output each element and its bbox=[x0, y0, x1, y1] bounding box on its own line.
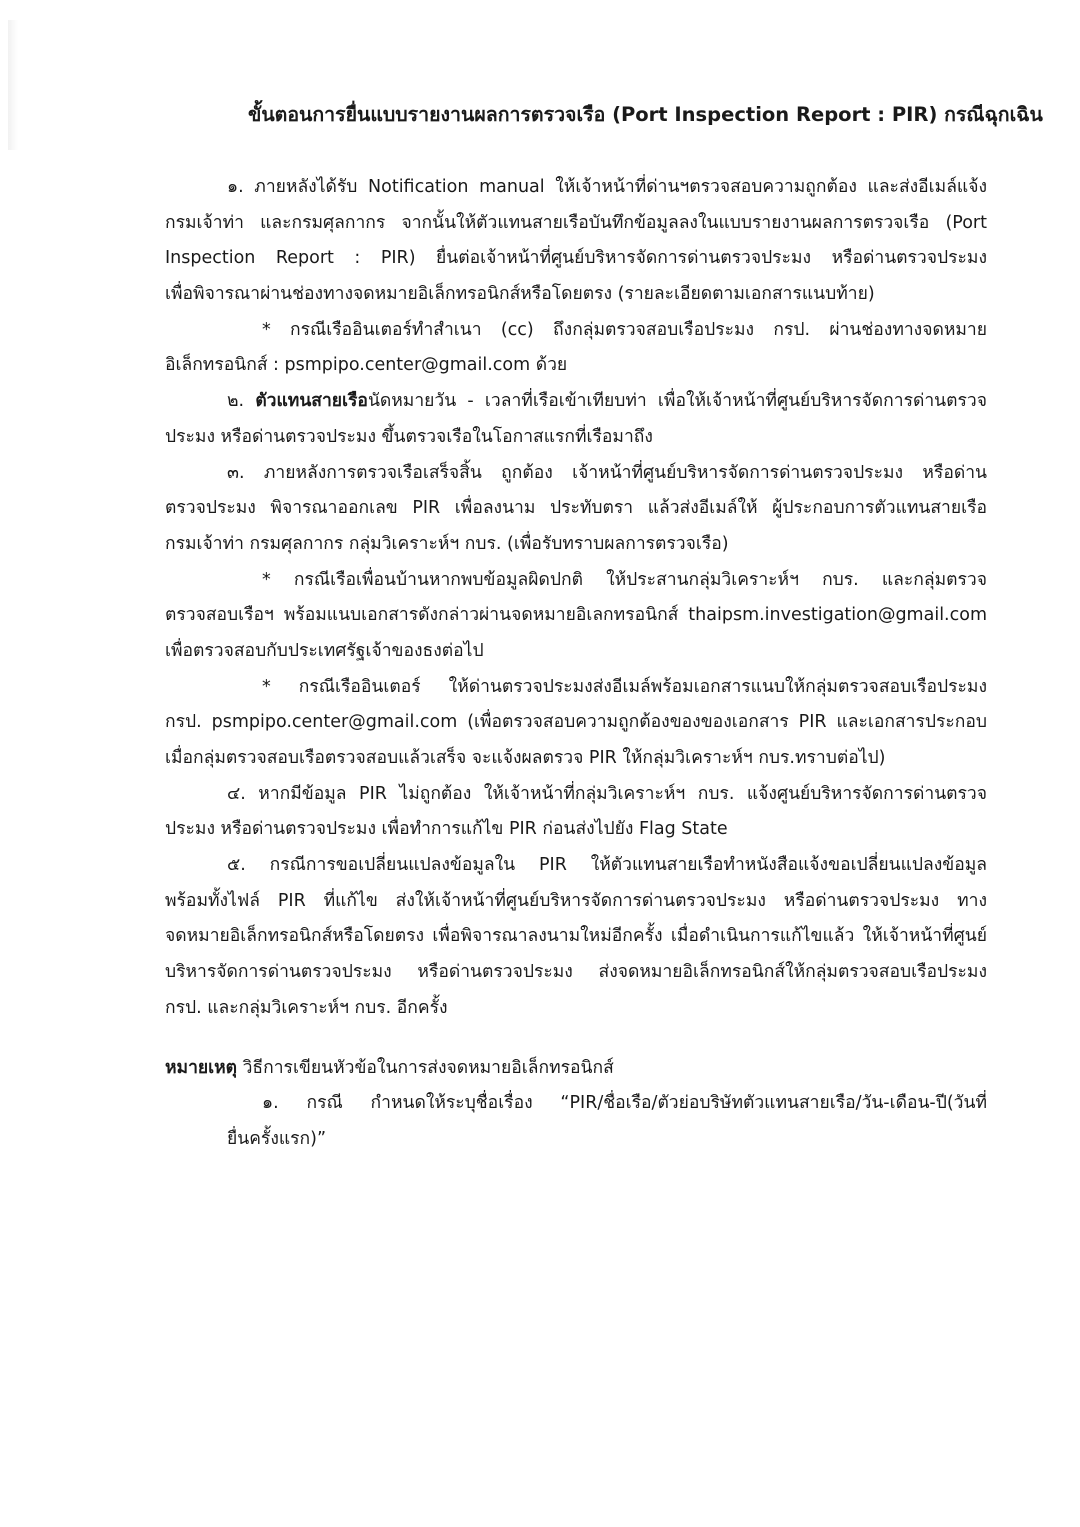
text-line: เมื่อกลุ่มตรวจสอบเรือตรวจสอบแล้วเสร็จ จะแจ้งผลตรวจ PIR ให้กลุ่มวิเคราะห์ฯ กบร.ทราบต่อไป) bbox=[165, 748, 886, 768]
text-line: ประมง หรือด่านตรวจประมง เพื่อทำการแก้ไข PIR ก่อนส่งไปยัง Flag State bbox=[165, 819, 728, 840]
paragraph-step-3-note-2 bbox=[165, 670, 987, 777]
text-line: พร้อมทั้งไฟล์ PIR ที่แก้ไข ส่งให้เจ้าหน้าที่ศูนย์บริหารจัดการด่านตรวจประมง หรือด่านตรวจประมง ทาง bbox=[165, 890, 987, 911]
paragraph-step-2 bbox=[165, 384, 987, 455]
text-line: ๔. หากมีข้อมูล PIR ไม่ถูกต้อง ให้เจ้าหน้าที่กลุ่มวิเคราะห์ฯ กบร. แจ้งศูนย์บริหารจัดการด่านตรวจ bbox=[227, 783, 987, 804]
note-section bbox=[165, 1051, 987, 1158]
text-line: Inspection Report : PIR) ยื่นต่อเจ้าหน้าที่ศูนย์บริหารจัดการด่านตรวจประมง หรือด่านตรวจประมง bbox=[165, 248, 987, 269]
note-text: วิธีการเขียนหัวข้อในการส่งจดหมายอิเล็กทรอนิกส์ bbox=[237, 1057, 614, 1078]
step-number: ๒. bbox=[227, 391, 256, 412]
text-line bbox=[165, 384, 987, 420]
paragraph-step-5 bbox=[165, 848, 987, 1026]
text-line: บริหารจัดการด่านตรวจประมง หรือด่านตรวจประมง ส่งจดหมายอิเล็กทรอนิกส์ให้กลุ่มตรวจสอบเรือประมง bbox=[165, 962, 987, 983]
scan-edge-mark bbox=[8, 20, 18, 150]
bold-term: ตัวแทนสายเรือ bbox=[255, 391, 368, 412]
paragraph-step-3-note-1 bbox=[165, 563, 987, 670]
text-line: ๕. กรณีการขอเปลี่ยนแปลงข้อมูลใน PIR ให้ตัวแทนสายเรือทำหนังสือแจ้งขอเปลี่ยนแปลงข้อมูล bbox=[227, 855, 987, 876]
text-line: เพื่อตรวจสอบกับประเทศรัฐเจ้าของธงต่อไป bbox=[165, 640, 484, 661]
document-title: ขั้นตอนการยื่นแบบรายงานผลการตรวจเรือ (Port Inspection Report : PIR) กรณีฉุกเฉิน bbox=[248, 103, 1043, 126]
note-heading bbox=[165, 1051, 987, 1087]
document-body bbox=[165, 170, 987, 1158]
paragraph-step-1-note bbox=[165, 313, 987, 384]
note-label: หมายเหตุ bbox=[165, 1057, 238, 1078]
paragraph-step-1 bbox=[165, 170, 987, 313]
text-line: * กรณีเรืออินเตอร์ทำสำเนา (cc) ถึงกลุ่มตรวจสอบเรือประมง กรป. ผ่านช่องทางจดหมาย bbox=[262, 319, 987, 340]
text-line: กรมเจ้าท่า และกรมศุลกากร จากนั้นให้ตัวแทนสายเรือบันทึกข้อมูลลงในแบบรายงานผลการตรวจเรือ (Port bbox=[165, 212, 987, 233]
text-line: * กรณีเรือเพื่อนบ้านหากพบข้อมูลผิดปกติ ให้ประสานกลุ่มวิเคราะห์ฯ กบร. และกลุ่มตรวจ bbox=[262, 569, 987, 590]
text-line: กรป. psmpipo.center@gmail.com (เพื่อตรวจสอบความถูกต้องของของเอกสาร PIR และเอกสารประกอบ bbox=[165, 712, 987, 733]
section-spacer bbox=[165, 1027, 987, 1051]
paragraph-step-4 bbox=[165, 777, 987, 848]
text-line: ๑. ภายหลังได้รับ Notification manual ให้เจ้าหน้าที่ด่านฯตรวจสอบความถูกต้อง และส่งอีเมล์แจ้ง bbox=[227, 177, 987, 197]
text-line: ตรวจสอบเรือฯ พร้อมแนบเอกสารดังกล่าวผ่านจดหมายอิเลกทรอนิกส์ thaipsm.investigation@gmail.com bbox=[165, 605, 987, 626]
text-segment: นัดหมายวัน - เวลาที่เรือเข้าเทียบท่า เพื่อให้เจ้าหน้าที่ศูนย์บริหารจัดการด่านตรวจ bbox=[367, 391, 987, 412]
text-line: กรมเจ้าท่า กรมศุลกากร กลุ่มวิเคราะห์ฯ กบร. (เพื่อรับทราบผลการตรวจเรือ) bbox=[165, 533, 729, 554]
note-item-line: ๑. กรณี กำหนดให้ระบุชื่อเรื่อง “PIR/ชื่อเรือ/ตัวย่อบริษัทตัวแทนสายเรือ/วัน-เดือน-ปี(วันที่ bbox=[262, 1093, 987, 1114]
text-line: ๓. ภายหลังการตรวจเรือเสร็จสิ้น ถูกต้อง เจ้าหน้าที่ศูนย์บริหารจัดการด่านตรวจประมง หรือด่าน bbox=[227, 462, 987, 483]
text-line: จดหมายอิเล็กทรอนิกส์หรือโดยตรง เพื่อพิจารณาลงนามใหม่อีกครั้ง เมื่อดำเนินการแก้ไขแล้ว ให้เจ้าหน้าที่ศูนย์ bbox=[165, 926, 987, 947]
text-line: เพื่อพิจารณาผ่านช่องทางจดหมายอิเล็กทรอนิกส์หรือโดยตรง (รายละเอียดตามเอกสารแนบท้าย) bbox=[165, 284, 875, 305]
note-item-line: ยื่นครั้งแรก)” bbox=[227, 1128, 327, 1149]
text-line: ประมง หรือด่านตรวจประมง ขึ้นตรวจเรือในโอกาสแรกที่เรือมาถึง bbox=[165, 426, 653, 447]
text-line: อิเล็กทรอนิกส์ : psmpipo.center@gmail.com ด้วย bbox=[165, 355, 568, 376]
text-line: ตรวจประมง พิจารณาออกเลข PIR เพื่อลงนาม ประทับตรา แล้วส่งอีเมล์ให้ ผู้ประกอบการตัวแทนสายเรือ bbox=[165, 498, 987, 519]
paragraph-step-3 bbox=[165, 456, 987, 563]
text-line: * กรณีเรืออินเตอร์ ให้ด่านตรวจประมงส่งอีเมล์พร้อมเอกสารแนบให้กลุ่มตรวจสอบเรือประมง bbox=[262, 676, 987, 697]
text-line: กรป. และกลุ่มวิเคราะห์ฯ กบร. อีกครั้ง bbox=[165, 997, 448, 1018]
